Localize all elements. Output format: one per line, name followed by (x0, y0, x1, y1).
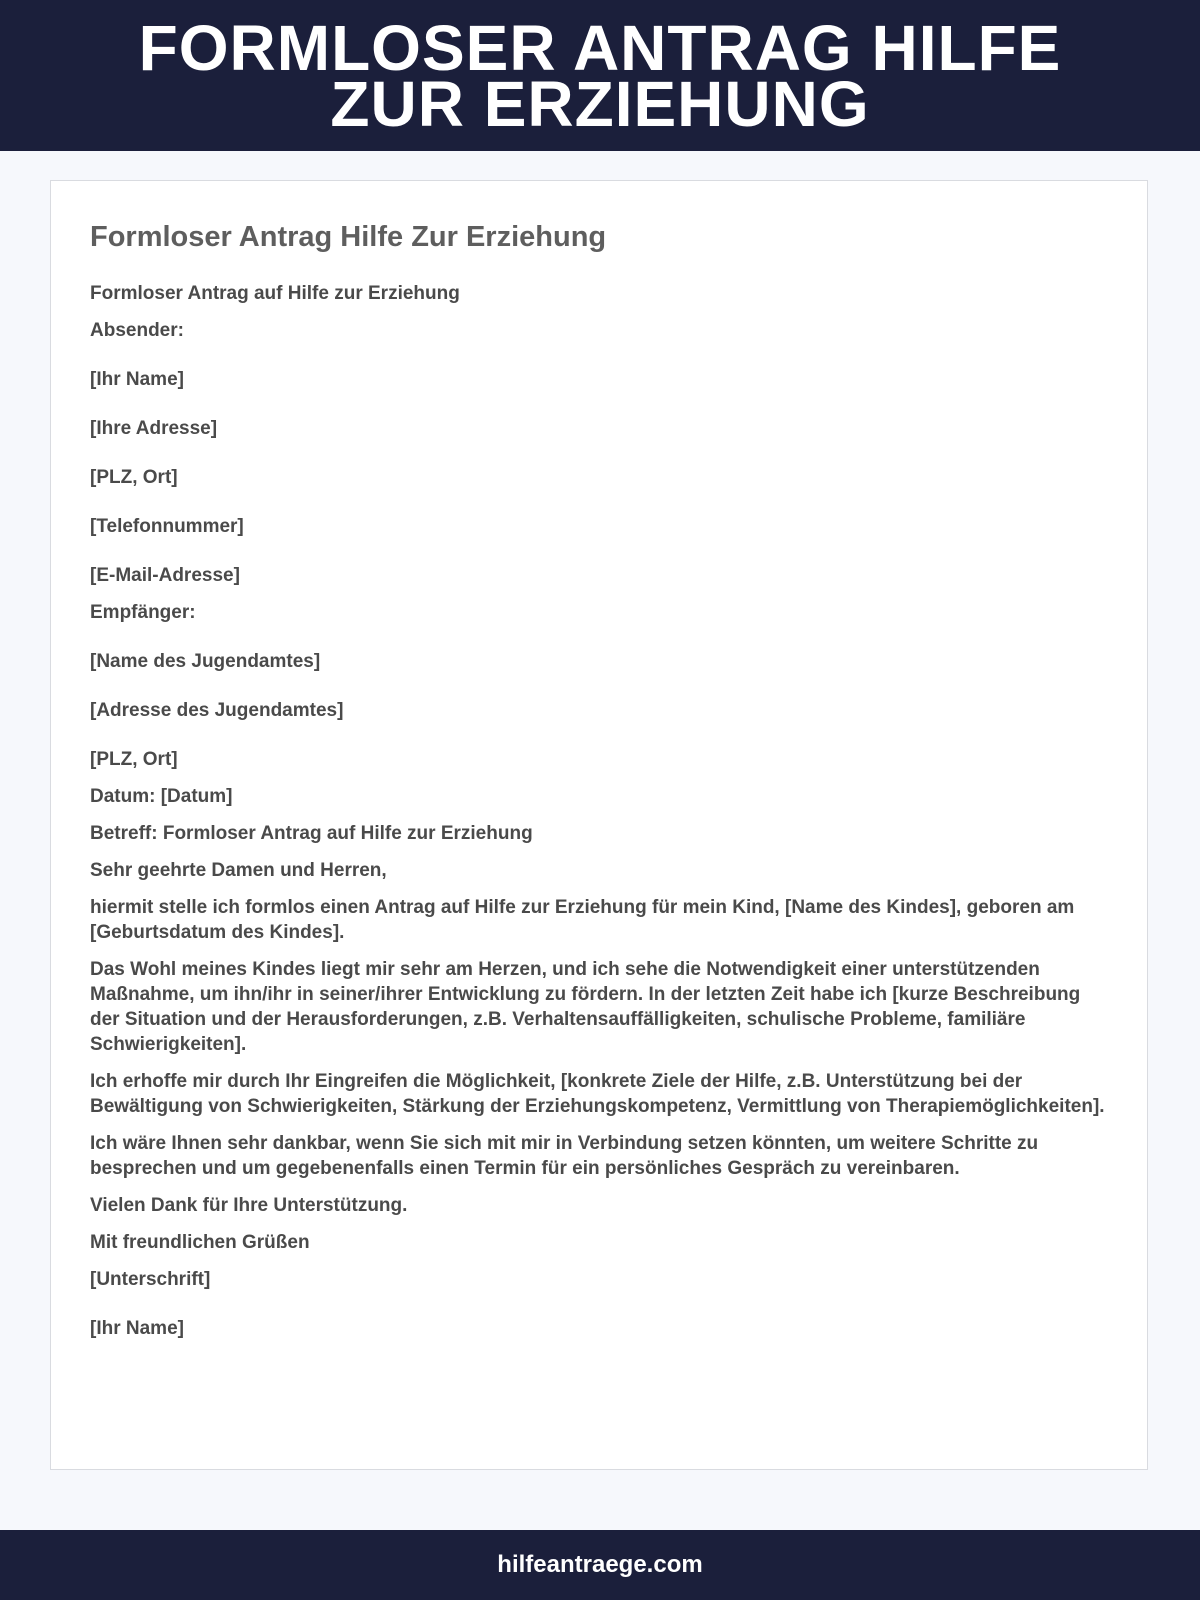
document-heading: Formloser Antrag auf Hilfe zur Erziehung (90, 283, 460, 304)
recipient-address: [Adresse des Jugendamtes] (90, 700, 344, 721)
recipient-city: [PLZ, Ort] (90, 749, 178, 770)
footer-bar (0, 1530, 1200, 1600)
sender-email: [E-Mail-Adresse] (90, 565, 240, 586)
date-line: Datum: [Datum] (90, 786, 233, 807)
document-card (50, 180, 1148, 1470)
recipient-name: [Name des Jugendamtes] (90, 651, 321, 672)
signature-placeholder: [Unterschrift] (90, 1269, 211, 1290)
banner-title-line-1: FORMLOSER ANTRAG HILFE (138, 11, 1062, 84)
body-paragraph-1: hiermit stelle ich formlos einen Antrag auf Hilfe zur Erziehung für mein Kind, [Name des Kindes], geboren am [Geburtsdatum des Kindes]. (90, 897, 1075, 943)
sender-phone: [Telefonnummer] (90, 516, 244, 537)
salutation: Sehr geehrte Damen und Herren, (90, 860, 387, 881)
body-paragraph-2: Das Wohl meines Kindes liegt mir sehr am Herzen, und ich sehe die Notwendigkeit einer unterstützenden Maßnahme, um ihn/ihr in seiner/ihrer Entwicklung zu fördern. In der letzten Zeit habe ich [kurze Beschreibung der Situation und der Herausforderungen, z.B. Verhaltensauffälligkeiten, schulische Probleme, familiäre Schwierigkeiten]. (90, 959, 1081, 1055)
banner-title-line-2: ZUR ERZIEHUNG (330, 67, 870, 140)
thanks-line: Vielen Dank für Ihre Unterstützung. (90, 1195, 408, 1216)
sender-label: Absender: (90, 320, 184, 341)
document-title: Formloser Antrag Hilfe Zur Erziehung (90, 221, 607, 253)
recipient-label: Empfänger: (90, 602, 196, 623)
subject-line: Betreff: Formloser Antrag auf Hilfe zur Erziehung (90, 823, 533, 844)
body-paragraph-4: Ich wäre Ihnen sehr dankbar, wenn Sie sich mit mir in Verbindung setzen könnten, um weitere Schritte zu besprechen und um gegebenenfalls einen Termin für ein persönliches Gespräch zu vereinbaren. (90, 1133, 1039, 1179)
signer-name: [Ihr Name] (90, 1318, 184, 1339)
footer-site-name: hilfeantraege.com (497, 1551, 703, 1578)
sender-name: [Ihr Name] (90, 369, 184, 390)
sender-address: [Ihre Adresse] (90, 418, 218, 439)
closing-line: Mit freundlichen Grüßen (90, 1232, 310, 1253)
sender-city: [PLZ, Ort] (90, 467, 178, 488)
page-banner (0, 0, 1200, 151)
body-paragraph-3: Ich erhoffe mir durch Ihr Eingreifen die Möglichkeit, [konkrete Ziele der Hilfe, z.B. Unterstützung bei der Bewältigung von Schwierigkeiten, Stärkung der Erziehungskompetenz, Vermittlung von Therapiemöglichkeiten]. (90, 1071, 1105, 1117)
